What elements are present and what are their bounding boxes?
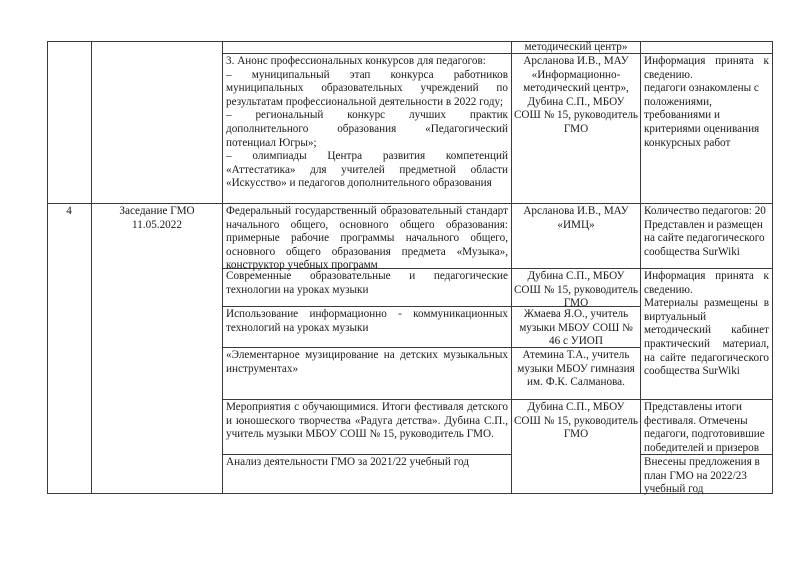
meeting-number xyxy=(47,205,91,219)
responsible-text: Арсланова И.В., МАУ «ИМЦ» xyxy=(523,205,629,231)
meeting-date: 11.05.2022 xyxy=(132,218,182,231)
topic-text: Федеральный государственный образовательный стандарт начального общего, основного общего образования: примерные рабочие программы начального общего, основного общего образования предмета «Музыка», конструктор учебных программ xyxy=(226,205,508,272)
result-text: Информация принята к сведению. xyxy=(644,55,769,81)
topic-bullet: – олимпиады Центра развития компетенций «Аттестатика» для учителей предметной области «Искусство» и педагогов дополнительного образования xyxy=(226,150,508,190)
topic-cell-analysis xyxy=(226,456,508,470)
meeting-event xyxy=(92,205,222,232)
topic-text: Современные образовательные и педагогические технологии на уроках музыки xyxy=(226,270,508,296)
topic-text: «Элементарное музицирование на детских музыкальных инструментах» xyxy=(226,349,508,375)
responsible-cell-music-making xyxy=(513,349,639,390)
responsible-text: Дубина С.П., МБОУ СОШ № 15, руководитель ГМО xyxy=(513,270,639,310)
responsible-cell-fgos xyxy=(513,205,639,232)
result-text: Внесены предложения в план ГМО на 2022/23 учебный год xyxy=(644,456,760,496)
result-cell-fgos xyxy=(644,205,771,259)
responsible-text: Дубина С.П., МБОУ СОШ № 15, руководитель ГМО xyxy=(513,401,639,441)
result-text: педагоги ознакомлены с положениями, требованиями и критериями оценивания конкурсных работ xyxy=(644,82,760,149)
row-separator xyxy=(222,306,511,307)
topic-text: Анализ деятельности ГМО за 2021/22 учебный год xyxy=(226,456,469,468)
responsible-text: Жмаева Я.О., учитель музыки МБОУ СОШ № 46 с УИОП xyxy=(519,308,633,348)
result-cell-competitions xyxy=(644,55,769,150)
result-text: Количество педагогов: 20 Представлен и размещен на сайте педагогического сообщества SurWiki xyxy=(644,205,766,258)
responsible-cell-technologies xyxy=(513,270,639,311)
topic-heading: 3. Анонс профессиональных конкурсов для педагогов: xyxy=(226,55,486,67)
responsible-cell-competitions xyxy=(513,55,639,137)
result-text: Представлены итоги фестиваля. Отмечены педагоги, подготовившие победителей и призеров xyxy=(644,401,765,454)
responsible-cell-festival xyxy=(513,401,639,442)
meeting-title: Заседание ГМО xyxy=(119,205,195,217)
col-border-left xyxy=(47,41,48,494)
table-top-border xyxy=(47,41,773,42)
meeting-number-text: 4 xyxy=(66,205,72,217)
col-border-number xyxy=(91,41,92,494)
responsible-text: Арсланова И.В., МАУ «Информационно-методический центр», Дубина С.П., МБОУ СОШ № 15, руководитель ГМО xyxy=(513,55,639,135)
result-cell-analysis xyxy=(644,456,771,497)
topic-cell-festival xyxy=(226,401,508,442)
topic-cell-fgos xyxy=(226,205,508,273)
topic-text: Использование информационно - коммуникационных технологий на уроках музыки xyxy=(226,308,508,334)
responsible-text: Атемина Т.А., учитель музыки МБОУ гимназия им. Ф.К. Салманова. xyxy=(517,349,635,389)
topic-bullet: – муниципальный этап конкурса работников муниципальных образовательных учреждений по результатам профессиональной деятельности в 2022 году; xyxy=(226,68,508,108)
topic-cell-technologies xyxy=(226,270,508,297)
result-cell-technologies xyxy=(644,270,769,379)
responsible-cell-continued xyxy=(513,41,639,55)
row-separator xyxy=(222,399,773,400)
responsible-text: методический центр» xyxy=(524,41,628,53)
topic-cell-music-making xyxy=(226,349,508,376)
result-text: Материалы размещены в виртуальный методический кабинет практический материал, на сайте педагогического сообщества SurWiki xyxy=(644,297,769,378)
row-separator xyxy=(222,53,773,54)
topic-text: Мероприятия с обучающимися. Итоги фестиваля детского и юношеского творчества «Радуга детства». Дубина С.П., учитель музыки МБОУ СОШ № 15, руководитель ГМО. xyxy=(226,401,508,441)
row-separator xyxy=(222,454,511,455)
topic-cell-competitions xyxy=(226,55,508,191)
responsible-cell-ict xyxy=(513,308,639,349)
result-text: Информация принята к сведению. xyxy=(644,270,769,296)
result-cell-festival xyxy=(644,401,771,455)
row-separator-meeting xyxy=(47,203,773,204)
topic-cell-ict xyxy=(226,308,508,335)
topic-bullet: – региональный конкурс лучших практик дополнительного образования «Педагогический потенциал Югры»; xyxy=(226,109,508,149)
row-separator xyxy=(222,347,511,348)
